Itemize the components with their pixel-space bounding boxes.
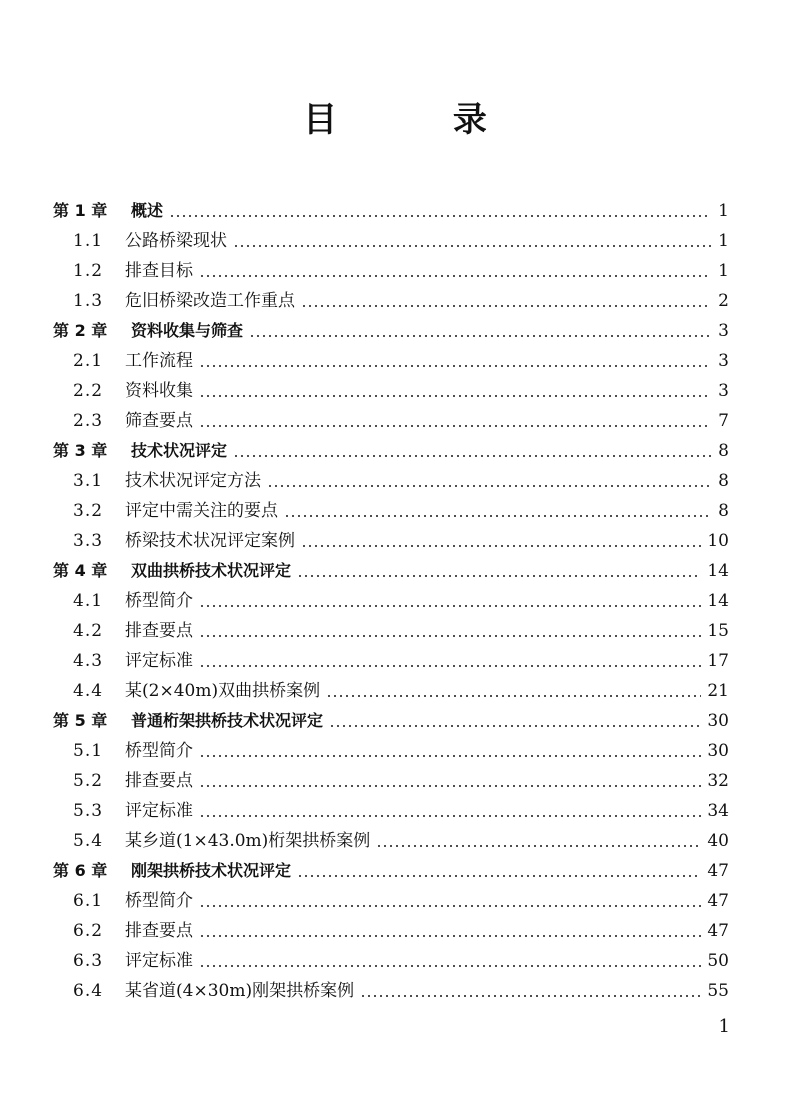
toc-entry-page: 47 [707,861,729,881]
toc-entry-number: 4.2 [73,621,104,641]
page-title: 目 录 [303,100,539,140]
toc-entry-page: 30 [707,711,729,731]
dot-leader [199,965,701,967]
toc-entry-number: 第 3 章 [53,441,108,460]
toc-entry-page: 8 [718,501,729,521]
dot-leader [199,665,701,667]
toc-chapter[interactable] [53,196,729,226]
toc-entry-number: 3.3 [73,531,104,551]
toc-entry-number: 1.2 [73,261,104,281]
toc-entry-number: 第 5 章 [53,711,108,730]
toc-entry-page: 47 [707,921,729,941]
toc-chapter[interactable] [53,556,729,586]
toc-section[interactable] [53,916,729,946]
toc-entry-label: 桥梁技术状况评定案例 [125,531,295,551]
toc-section[interactable] [53,286,729,316]
toc-entry-page: 15 [707,621,729,641]
toc-entry-page: 7 [718,411,729,431]
toc-entry-number: 2.1 [73,351,104,371]
toc-entry-page: 30 [707,741,729,761]
dot-leader [199,365,711,367]
toc-section[interactable] [53,496,729,526]
toc-chapter[interactable] [53,436,729,466]
toc-entry-number: 2.2 [73,381,104,401]
toc-entry-number: 第 1 章 [53,201,108,220]
toc-entry-number: 1.3 [73,291,104,311]
toc-section[interactable] [53,676,729,706]
toc-entry-page: 17 [707,651,729,671]
dot-leader [199,275,711,277]
toc-chapter[interactable] [53,856,729,886]
toc-entry-page: 21 [707,681,729,701]
toc-section[interactable] [53,946,729,976]
toc-section[interactable] [53,976,729,1006]
toc-section[interactable] [53,376,729,406]
toc-section[interactable] [53,226,729,256]
toc-chapter[interactable] [53,706,729,736]
dot-leader [199,635,701,637]
toc-entry-number: 第 4 章 [53,561,108,580]
toc-entry-page: 1 [718,261,729,281]
toc-section[interactable] [53,796,729,826]
toc-entry-number: 6.1 [73,891,104,911]
toc-section[interactable] [53,736,729,766]
toc-entry-label: 公路桥梁现状 [125,231,227,251]
toc-section[interactable] [53,766,729,796]
toc-entry-label: 某省道(4×30m)刚架拱桥案例 [125,981,355,1001]
toc-entry-number: 5.3 [73,801,104,821]
toc-section[interactable] [53,466,729,496]
toc-section[interactable] [53,646,729,676]
toc-entry-page: 8 [718,471,729,491]
dot-leader [199,935,701,937]
toc-section[interactable] [53,616,729,646]
toc-section[interactable] [53,826,729,856]
dot-leader [233,245,711,247]
toc-entry-label: 桥型简介 [125,891,193,911]
dot-leader [301,305,711,307]
dot-leader [297,575,701,577]
dot-leader [360,995,701,997]
dot-leader [326,695,701,697]
toc-entry-label: 技术状况评定 [131,441,228,460]
toc-entry-page: 47 [707,891,729,911]
toc-entry-number: 6.3 [73,951,104,971]
toc-entry-number: 5.2 [73,771,104,791]
toc-entry-number: 4.3 [73,651,104,671]
toc-chapter[interactable] [53,316,729,346]
dot-leader [199,815,701,817]
toc-entry-label: 排查要点 [125,771,193,791]
toc-entry-number: 第 2 章 [53,321,108,340]
dot-leader [199,425,711,427]
toc-section[interactable] [53,346,729,376]
toc-entry-page: 2 [718,291,729,311]
toc-entry-page: 3 [718,321,729,341]
dot-leader [249,335,711,337]
toc-entry-label: 桥型简介 [125,741,193,761]
toc-section[interactable] [53,406,729,436]
dot-leader [267,485,711,487]
toc-entry-number: 6.2 [73,921,104,941]
toc-entry-label: 刚架拱桥技术状况评定 [131,861,292,880]
toc-entry-number: 4.1 [73,591,104,611]
toc-section[interactable] [53,886,729,916]
dot-leader [169,215,711,217]
toc-entry-label: 排查要点 [125,621,193,641]
toc-entry-label: 排查目标 [125,261,193,281]
toc-entry-page: 10 [707,531,729,551]
dot-leader [199,755,701,757]
toc-entry-number: 6.4 [73,981,104,1001]
dot-leader [301,545,701,547]
toc-entry-label: 某乡道(1×43.0m)桁架拱桥案例 [125,831,371,851]
toc-entry-label: 资料收集与筛查 [131,321,244,340]
toc-entry-page: 3 [718,381,729,401]
toc-entry-page: 14 [707,561,729,581]
toc-section[interactable] [53,256,729,286]
toc-entry-page: 55 [707,981,729,1001]
toc-entry-number: 1.1 [73,231,104,251]
toc-entry-page: 50 [707,951,729,971]
toc-entry-label: 普通桁架拱桥技术状况评定 [131,711,324,730]
toc-entry-label: 双曲拱桥技术状况评定 [131,561,292,580]
toc-entry-label: 评定标准 [125,951,193,971]
toc-entry-number: 2.3 [73,411,104,431]
toc-entry-number: 5.4 [73,831,104,851]
dot-leader [329,725,701,727]
toc-entry-number: 4.4 [73,681,104,701]
toc-entry-label: 概述 [131,201,164,220]
toc-entry-number: 5.1 [73,741,104,761]
toc-entry-page: 14 [707,591,729,611]
toc-entry-label: 评定标准 [125,801,193,821]
toc-entry-page: 1 [718,201,729,221]
toc-section[interactable] [53,586,729,616]
toc-entry-label: 桥型简介 [125,591,193,611]
toc-entry-label: 某(2×40m)双曲拱桥案例 [125,681,321,701]
toc-section[interactable] [53,526,729,556]
toc-entry-label: 评定标准 [125,651,193,671]
toc-entry-number: 第 6 章 [53,861,108,880]
toc-entry-page: 34 [707,801,729,821]
toc-entry-label: 评定中需关注的要点 [125,501,278,521]
toc-entry-label: 技术状况评定方法 [125,471,261,491]
dot-leader [199,785,701,787]
toc-entry-label: 资料收集 [125,381,193,401]
dot-leader [376,845,701,847]
page-number: 1 [718,1016,730,1037]
toc-entry-label: 工作流程 [125,351,193,371]
dot-leader [284,515,711,517]
dot-leader [199,905,701,907]
toc-entry-page: 32 [707,771,729,791]
table-of-contents [53,196,729,1006]
dot-leader [199,395,711,397]
toc-entry-page: 40 [707,831,729,851]
toc-entry-label: 危旧桥梁改造工作重点 [125,291,295,311]
dot-leader [233,455,711,457]
dot-leader [297,875,701,877]
toc-entry-label: 排查要点 [125,921,193,941]
toc-entry-label: 筛查要点 [125,411,193,431]
toc-entry-page: 3 [718,351,729,371]
toc-entry-page: 8 [718,441,729,461]
toc-entry-number: 3.1 [73,471,104,491]
toc-entry-number: 3.2 [73,501,104,521]
toc-entry-page: 1 [718,231,729,251]
dot-leader [199,605,701,607]
